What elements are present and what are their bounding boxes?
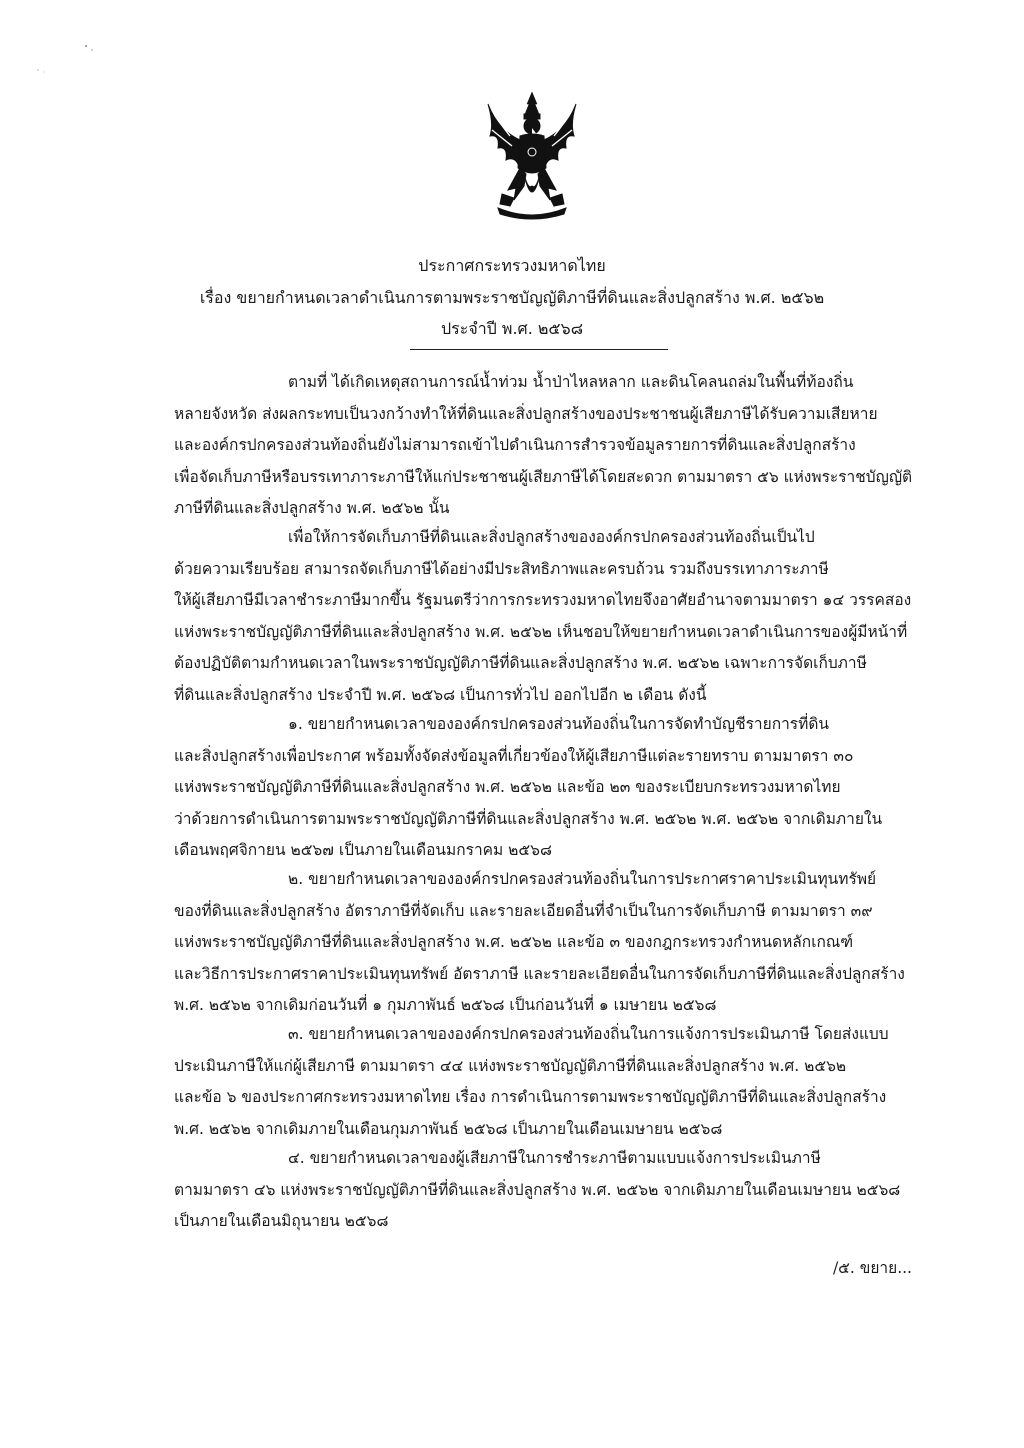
- paragraph-line: ๒. ขยายกำหนดเวลาขององค์กรปกครองส่วนท้องถิ่นในการประกาศราคาประเมินทุนทรัพย์: [288, 870, 877, 888]
- paragraph-line: พ.ศ. ๒๕๖๒ จากเดิมก่อนวันที่ ๑ กุมภาพันธ์ ๒๕๖๘ เป็นก่อนวันที่ ๑ เมษายน ๒๕๖๘: [174, 996, 717, 1014]
- paragraph-line: และองค์กรปกครองส่วนท้องถิ่นยังไม่สามารถเข้าไปดำเนินการสำรวจข้อมูลรายการที่ดินและสิ่งปลูกสร้าง: [174, 436, 856, 454]
- item-1: [174, 709, 938, 867]
- paragraph-line: และข้อ ๖ ของประกาศกระทรวงมหาดไทย เรื่อง การดำเนินการตามพระราชบัญญัติภาษีที่ดินและสิ่งปลูกสร้าง: [174, 1088, 887, 1106]
- paragraph-background: [174, 367, 938, 525]
- paragraph-line: แห่งพระราชบัญญัติภาษีที่ดินและสิ่งปลูกสร้าง พ.ศ. ๒๕๖๒ และข้อ ๒๓ ของระเบียบกระทรวงมหาดไทย: [174, 778, 841, 796]
- paragraph-line: ๑. ขยายกำหนดเวลาขององค์กรปกครองส่วนท้องถิ่นในการจัดทำบัญชีรายการที่ดิน: [288, 715, 830, 733]
- scan-artifact: [30, 40, 110, 80]
- paragraph-line: ประเมินภาษีให้แก่ผู้เสียภาษี ตามมาตรา ๔๔ แห่งพระราชบัญญัติภาษีที่ดินและสิ่งปลูกสร้าง พ.ศ. ๒๕๖๒: [174, 1056, 847, 1075]
- paragraph-line: เพื่อให้การจัดเก็บภาษีที่ดินและสิ่งปลูกสร้างขององค์กรปกครองส่วนท้องถิ่นเป็นไป: [288, 528, 815, 546]
- paragraph-line: แห่งพระราชบัญญัติภาษีที่ดินและสิ่งปลูกสร้าง พ.ศ. ๒๕๖๒ และข้อ ๓ ของกฎกระทรวงกำหนดหลักเกณฑ์: [174, 933, 854, 951]
- paragraph-line: ของที่ดินและสิ่งปลูกสร้าง อัตราภาษีที่จัดเก็บ และรายละเอียดอื่นที่จำเป็นในการจัดเก็บภาษี ตามมาตรา ๓๙: [174, 901, 873, 920]
- paragraph-line: เพื่อจัดเก็บภาษีหรือบรรเทาภาระภาษีให้แก่ประชาชนผู้เสียภาษีได้โดยสะดวก ตามมาตรา ๕๖ แห่งพระราชบัญญัติ: [174, 467, 913, 486]
- document-year: ประจำปี พ.ศ. ๒๕๖๘: [440, 319, 584, 338]
- paragraph-line: ๔. ขยายกำหนดเวลาของผู้เสียภาษีในการชำระภาษีตามแบบแจ้งการประเมินภาษี: [288, 1149, 821, 1167]
- paragraph-line: และวิธีการประกาศราคาประเมินทุนทรัพย์ อัตราภาษี และรายละเอียดอื่นในการจัดเก็บภาษีที่ดินและสิ่งปลูกสร้าง: [174, 964, 905, 983]
- paragraph-line: ที่ดินและสิ่งปลูกสร้าง ประจำปี พ.ศ. ๒๕๖๘ เป็นการทั่วไป ออกไปอีก ๒ เดือน ดังนี้: [174, 685, 707, 704]
- garuda-emblem-icon: [480, 90, 584, 222]
- paragraph-line: ให้ผู้เสียภาษีมีเวลาชำระภาษีมากขึ้น รัฐมนตรีว่าการกระทรวงมหาดไทยจึงอาศัยอำนาจตามมาตรา ๑๔ วรรคสอง: [174, 591, 912, 609]
- document-title: ประกาศกระทรวงมหาดไทย: [418, 256, 606, 275]
- paragraph-line: ภาษีที่ดินและสิ่งปลูกสร้าง พ.ศ. ๒๕๖๒ นั้น: [174, 499, 450, 517]
- paragraph-line: ๓. ขยายกำหนดเวลาขององค์กรปกครองส่วนท้องถิ่นในการแจ้งการประเมินภาษี โดยส่งแบบ: [288, 1025, 889, 1043]
- paragraph-line: พ.ศ. ๒๕๖๒ จากเดิมภายในเดือนกุมภาพันธ์ ๒๕๖๘ เป็นภายในเดือนเมษายน ๒๕๖๘: [174, 1119, 723, 1138]
- paragraph-line: แห่งพระราชบัญญัติภาษีที่ดินและสิ่งปลูกสร้าง พ.ศ. ๒๕๖๒ เห็นชอบให้ขยายกำหนดเวลาดำเนินการของผู้มีหน้าที่: [174, 622, 908, 641]
- item-2: [174, 864, 938, 1022]
- paragraph-purpose: [174, 522, 938, 711]
- paragraph-line: เดือนพฤศจิกายน ๒๕๖๗ เป็นภายในเดือนมกราคม ๒๕๖๘: [174, 841, 552, 859]
- paragraph-line: เป็นภายในเดือนมิถุนายน ๒๕๖๘: [174, 1212, 389, 1230]
- item-4: [174, 1143, 938, 1238]
- item-3: [174, 1019, 938, 1145]
- continuation-marker: /๕. ขยาย...: [832, 1259, 912, 1277]
- paragraph-line: ต้องปฏิบัติตามกำหนดเวลาในพระราชบัญญัติภาษีที่ดินและสิ่งปลูกสร้าง พ.ศ. ๒๕๖๒ เฉพาะการจัดเก็บภาษี: [174, 654, 867, 672]
- paragraph-line: ว่าด้วยการดำเนินการตามพระราชบัญญัติภาษีที่ดินและสิ่งปลูกสร้าง พ.ศ. ๒๕๖๒ พ.ศ. ๒๕๖๒ จากเดิมภายใน: [174, 809, 883, 828]
- paragraph-line: หลายจังหวัด ส่งผลกระทบเป็นวงกว้างทำให้ที่ดินและสิ่งปลูกสร้างของประชาชนผู้เสียภาษีได้รับความเสียหาย: [174, 404, 878, 423]
- paragraph-line: ด้วยความเรียบร้อย สามารถจัดเก็บภาษีได้อย่างมีประสิทธิภาพและครบถ้วน รวมถึงบรรเทาภาระภาษี: [174, 559, 829, 578]
- document-subject: เรื่อง ขยายกำหนดเวลาดำเนินการตามพระราชบัญญัติภาษีที่ดินและสิ่งปลูกสร้าง พ.ศ. ๒๕๖๒: [199, 288, 825, 307]
- header-divider: [410, 349, 668, 350]
- paragraph-line: และสิ่งปลูกสร้างเพื่อประกาศ พร้อมทั้งจัดส่งข้อมูลที่เกี่ยวข้องให้ผู้เสียภาษีแต่ละรายทราบ ตามมาตรา ๓๐: [174, 746, 854, 765]
- paragraph-line: ตามที่ ได้เกิดเหตุสถานการณ์น้ำท่วม น้ำป่าไหลหลาก และดินโคลนถล่มในพื้นที่ท้องถิ่น: [288, 373, 854, 391]
- paragraph-line: ตามมาตรา ๔๖ แห่งพระราชบัญญัติภาษีที่ดินและสิ่งปลูกสร้าง พ.ศ. ๒๕๖๒ จากเดิมภายในเดือนเมษายน ๒๕๖๘: [174, 1180, 901, 1199]
